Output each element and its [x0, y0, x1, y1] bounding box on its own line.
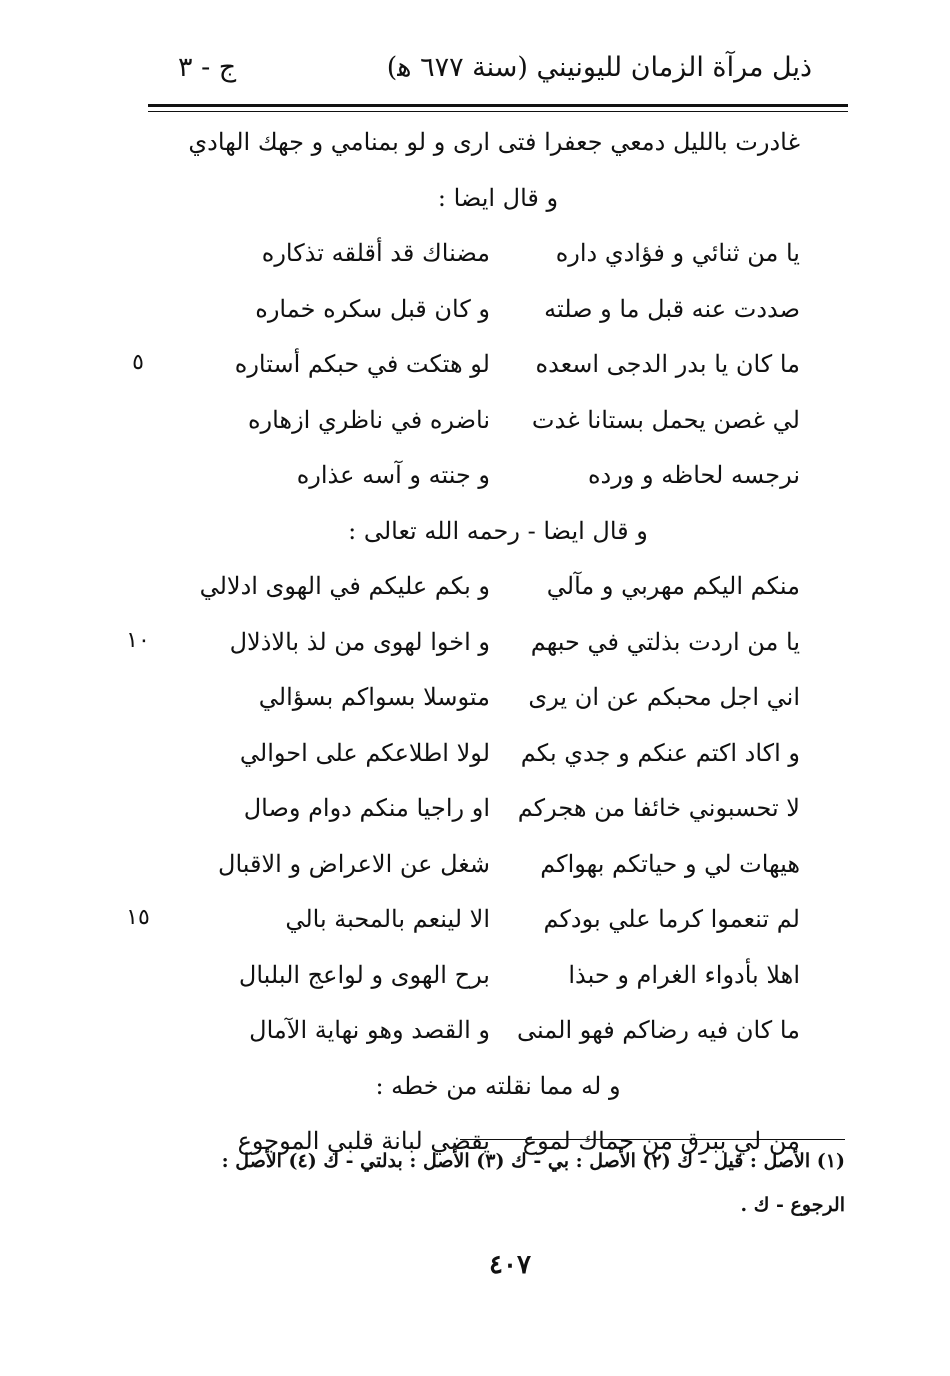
verse-line — [0, 683, 950, 739]
verse-line — [0, 739, 950, 795]
header-rule-thin — [148, 111, 848, 112]
verse-second-hemistich: يقضي لبانة قلبي الموجوع — [237, 1127, 490, 1155]
footnote-line-1: (١) الأصل : قيل - ك (٢) الأصل : بي - ك (٣) الأصل : بدلتي - ك (٤) الأصل : — [221, 1150, 845, 1172]
verse-first-hemistich: من لي ببرق من حماك لموع — [522, 1127, 800, 1155]
footnote-rule — [460, 1139, 845, 1140]
verse-line — [0, 406, 950, 462]
verse-second-hemistich: و اخوا لهوى من لذ بالاذلال — [229, 628, 490, 656]
volume-label: ج - ٣ — [178, 52, 237, 83]
verse-second-hemistich: ارى و لو بمنامي و جهك الهادي — [188, 128, 490, 156]
verse-second-hemistich: لولا اطلاعكم على احوالي — [239, 739, 490, 767]
verse-first-hemistich: ما كان فيه رضاكم فهو المنى — [517, 1016, 800, 1044]
verse-first-hemistich: غادرت بالليل دمعي جعفرا فتى — [497, 128, 800, 156]
verse-first-hemistich: منكم اليكم مهربي و مآلي — [546, 572, 800, 600]
verse-second-hemistich: و كان قبل سكره خماره — [255, 295, 490, 323]
verse-first-hemistich: لي غصن يحمل بستانا غدت — [531, 406, 800, 434]
line-number: ٥ — [132, 350, 144, 375]
verse-line — [0, 350, 950, 406]
header-rule-thick — [148, 104, 848, 107]
verse-second-hemistich: ناضره في ناظري ازهاره — [247, 406, 490, 434]
verse-second-hemistich: مضناك قد أقلقه تذكاره — [261, 239, 490, 267]
footnote-line-2: الرجوع - ك . — [740, 1194, 845, 1216]
verse-line — [0, 128, 950, 184]
poem-intro: و قال ايضا : — [437, 184, 559, 212]
verse-first-hemistich: اهلا بأدواء الغرام و حبذا — [568, 961, 800, 989]
verse-line — [0, 628, 950, 684]
running-header-title: ذيل مرآة الزمان لليونيني (سنة ٦٧٧ ﻫ) — [386, 52, 812, 83]
verse-first-hemistich: لم تنعموا كرما علي بودكم — [543, 905, 800, 933]
verse-first-hemistich: نرجسه لحاظه و ورده — [587, 461, 800, 489]
verse-second-hemistich: او راجيا منكم دوام وصال — [243, 794, 490, 822]
verse-line — [0, 461, 950, 517]
verse-second-hemistich: الا لينعم بالمحبة بالي — [285, 905, 490, 933]
verse-second-hemistich: برح الهوى و لواعج البلبال — [238, 961, 490, 989]
verse-line — [0, 239, 950, 295]
verse-line — [0, 905, 950, 961]
verse-second-hemistich: و جنته و آسه عذاره — [296, 461, 490, 489]
verse-second-hemistich: شغل عن الاعراض و الاقبال — [218, 850, 490, 878]
verse-line — [0, 961, 950, 1017]
verse-second-hemistich: و بكم عليكم في الهوى ادلالي — [199, 572, 490, 600]
verse-first-hemistich: اني اجل محبكم عن ان يرى — [528, 683, 800, 711]
verse-second-hemistich: متوسلا بسواكم بسؤالي — [258, 683, 490, 711]
verse-first-hemistich: صددت عنه قبل ما و صلته — [544, 295, 800, 323]
verse-first-hemistich: يا من ثنائي و فؤادي داره — [555, 239, 800, 267]
verse-first-hemistich: ما كان يا بدر الدجى اسعده — [535, 350, 800, 378]
line-number: ١٠ — [126, 628, 150, 653]
verse-line — [0, 850, 950, 906]
verse-line — [0, 794, 950, 850]
verse-second-hemistich: و القصد وهو نهاية الآمال — [249, 1016, 490, 1044]
verse-second-hemistich: لو هتكت في حبكم أستاره — [234, 350, 490, 378]
verse-first-hemistich: هيهات لي و حياتكم بهواكم — [540, 850, 800, 878]
verse-line — [0, 1016, 950, 1072]
page-number: ٤٠٧ — [489, 1250, 531, 1280]
verse-line — [0, 295, 950, 351]
verse-first-hemistich: لا تحسبوني خائفا من هجركم — [517, 794, 800, 822]
verse-line — [0, 572, 950, 628]
verse-first-hemistich: و اكاد اكتم عنكم و جدي بكم — [520, 739, 800, 767]
poem-intro: و قال ايضا - رحمه الله تعالى : — [348, 517, 648, 545]
line-number: ١٥ — [126, 905, 150, 930]
poem-intro: و له مما نقلته من خطه : — [375, 1072, 621, 1100]
verse-first-hemistich: يا من اردت بذلتي في حبهم — [530, 628, 800, 656]
